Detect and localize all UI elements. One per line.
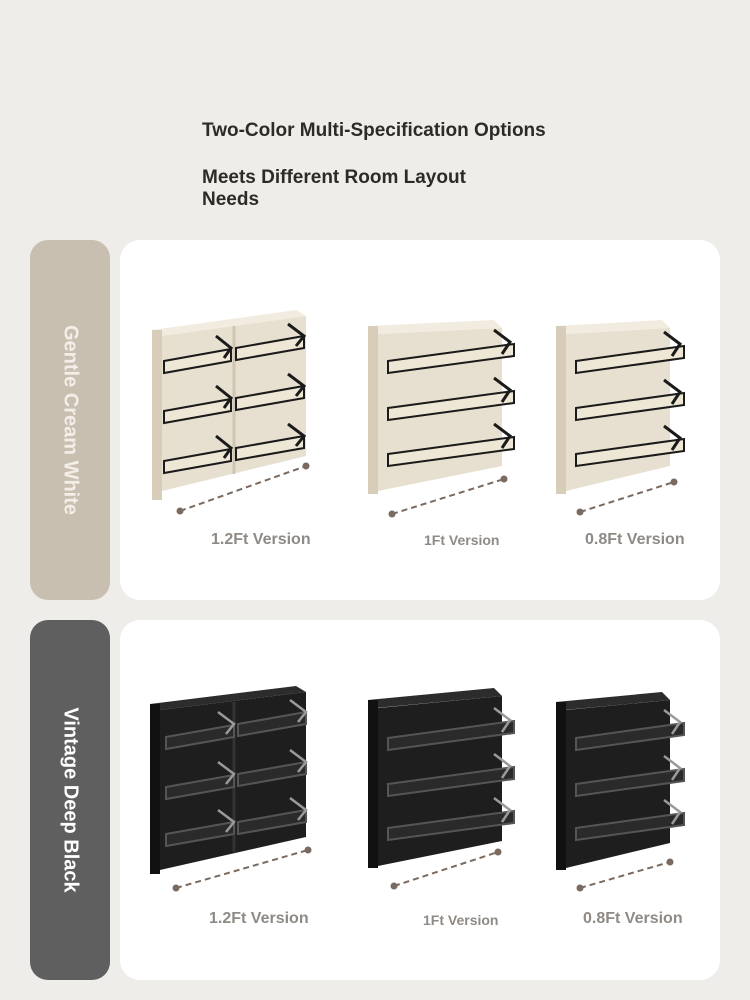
cabinet-cream-1ft <box>364 316 524 521</box>
color-tab-cream <box>30 240 110 600</box>
version-label-cream-0-8ft: 0.8Ft Version <box>585 531 685 548</box>
cabinet-black-1-2ft <box>146 682 326 897</box>
color-label-cream: Gentle Cream White <box>59 324 82 516</box>
product-card-cream <box>120 240 720 600</box>
version-label-cream-1-2ft: 1.2Ft Version <box>211 531 311 548</box>
version-label-black-1-2ft: 1.2Ft Version <box>209 910 309 927</box>
cabinet-cream-0-8ft <box>552 316 692 521</box>
version-label-cream-1ft: 1Ft Version <box>424 532 500 548</box>
product-card-black <box>120 620 720 980</box>
cabinet-black-0-8ft <box>552 688 692 898</box>
color-label-black: Vintage Deep Black <box>59 707 82 893</box>
headline-room-layout: Meets Different Room Layout Needs <box>202 167 466 210</box>
version-label-black-0-8ft: 0.8Ft Version <box>583 910 683 927</box>
cabinet-cream-1-2ft <box>146 306 326 521</box>
version-label-black-1ft: 1Ft Version <box>423 912 499 928</box>
cabinet-black-1ft <box>364 686 524 896</box>
color-tab-black <box>30 620 110 980</box>
headline-options: Two-Color Multi-Specification Options <box>202 120 546 141</box>
